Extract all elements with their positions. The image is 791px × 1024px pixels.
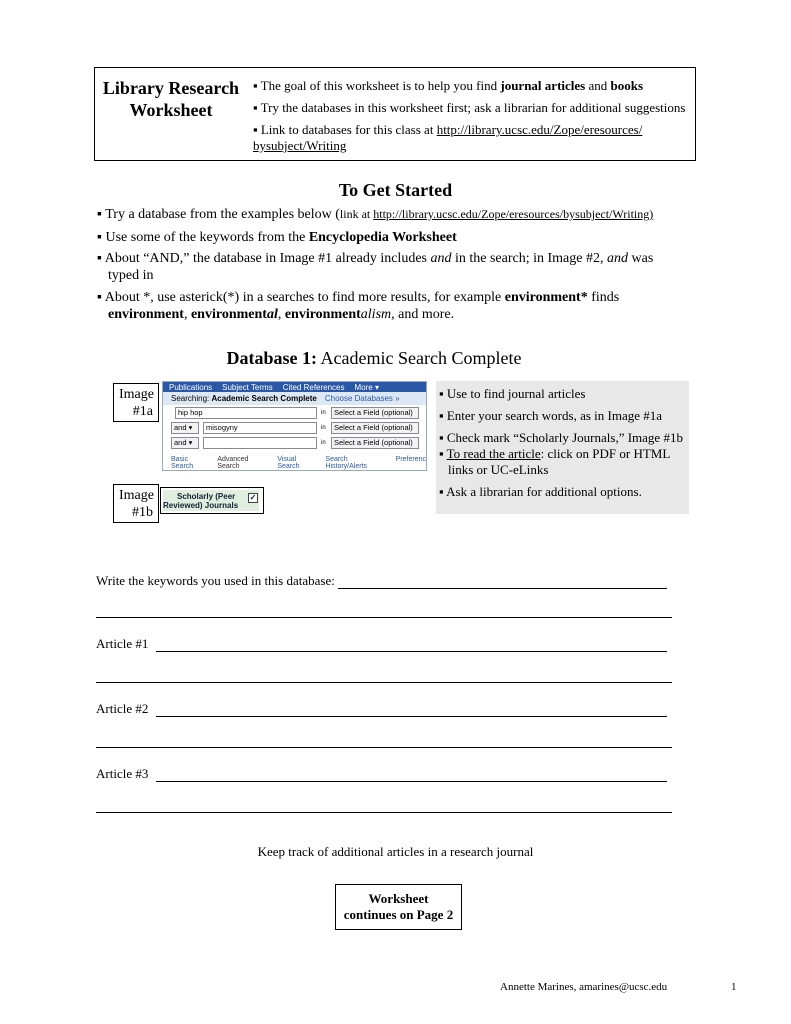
worksheet-title: Library Research Worksheet bbox=[102, 78, 240, 120]
article-3-line[interactable] bbox=[156, 781, 667, 782]
keywords-line-2[interactable] bbox=[96, 617, 672, 618]
search-screenshot bbox=[162, 381, 427, 471]
header-bullet-link: ▪ Link to databases for this class at http://library.ucsc.edu/Zope/eresources/ bysubject/Writing bbox=[253, 122, 643, 153]
screenshot-tabs: Publications Subject Terms Cited References More ▾ bbox=[163, 382, 426, 392]
header-bullet-goal: ▪ The goal of this worksheet is to help you find journal articles and books bbox=[253, 78, 644, 93]
tip-2: ▪ Enter your search words, as in Image #1a bbox=[439, 408, 663, 423]
bullet-keywords: ▪ Use some of the keywords from the Encyclopedia Worksheet bbox=[97, 230, 457, 245]
article-1-label: Article #1 bbox=[96, 636, 149, 651]
article-2-label: Article #2 bbox=[96, 701, 149, 716]
article-3-label: Article #3 bbox=[96, 766, 149, 781]
bullet-try-database: ▪ Try a database from the examples below (link at http://library.ucsc.edu/Zope/eresources/bysubject/Writing) bbox=[97, 207, 654, 222]
header-bullets bbox=[253, 78, 693, 154]
header-bullet-try: ▪ Try the databases in this worksheet first; ask a librarian for additional suggestions bbox=[253, 100, 686, 115]
bullet-asterisk: ▪ About *, use asterick(*) in a searches to find more results, for example environment* finds environment, environmental, environmentalism, and more. bbox=[97, 290, 620, 322]
article-1-line[interactable] bbox=[156, 651, 667, 652]
screenshot-row-1: hip hop in Select a Field (optional) bbox=[163, 405, 426, 420]
tip-3: ▪ Check mark “Scholarly Journals,” Image #1b bbox=[439, 430, 683, 445]
keywords-line[interactable] bbox=[338, 588, 667, 589]
database-link[interactable]: http://library.ucsc.edu/Zope/eresources/ bbox=[436, 122, 643, 137]
article-2-line[interactable] bbox=[156, 716, 667, 717]
database-link-cont[interactable]: bysubject/Writing bbox=[253, 138, 347, 153]
checkbox-icon: ✓ bbox=[249, 493, 257, 502]
scholarly-journals-screenshot: Scholarly (Peer Reviewed) Journals ✓ bbox=[160, 487, 264, 514]
screenshot-row-2: and ▾ misogyny in Select a Field (optional) bbox=[163, 420, 426, 435]
footer-author: Annette Marines, amarines@ucsc.edu bbox=[500, 981, 668, 993]
track-note: Keep track of additional articles in a research journal bbox=[257, 844, 534, 859]
screenshot-links: Basic Search Advanced Search Visual Search Search History/Alerts Preferenc bbox=[171, 456, 427, 470]
page-number: 1 bbox=[731, 981, 737, 993]
image-1b-label: Image #1b bbox=[113, 484, 159, 523]
article-1-line-2[interactable] bbox=[96, 682, 672, 683]
tip-1: ▪ Use to find journal articles bbox=[439, 386, 586, 401]
section-title-get-started: To Get Started bbox=[338, 180, 453, 200]
continues-box: Worksheet continues on Page 2 bbox=[335, 884, 462, 930]
tip-4: ▪ To read the article: click on PDF or HTML links or UC-eLinks bbox=[439, 446, 671, 477]
tip-5: ▪ Ask a librarian for additional options. bbox=[439, 484, 642, 499]
article-3-line-2[interactable] bbox=[96, 812, 672, 813]
article-2-line-2[interactable] bbox=[96, 747, 672, 748]
database-link-2[interactable]: http://library.ucsc.edu/Zope/eresources/bysubject/Writing) bbox=[373, 207, 654, 221]
screenshot-row-3: and ▾ in Select a Field (optional) bbox=[163, 435, 426, 450]
tips-list bbox=[439, 386, 687, 506]
bullet-and: ▪ About “AND,” the database in Image #1 already includes and in the search; in Image #2, and was typed in bbox=[97, 251, 654, 283]
keywords-prompt: Write the keywords you used in this database: bbox=[96, 573, 335, 588]
image-1a-label: Image #1a bbox=[113, 383, 159, 422]
database-1-title: Database 1: Academic Search Complete bbox=[226, 348, 522, 368]
screenshot-searching: Searching: Academic Search Complete Choose Databases » bbox=[163, 392, 426, 405]
